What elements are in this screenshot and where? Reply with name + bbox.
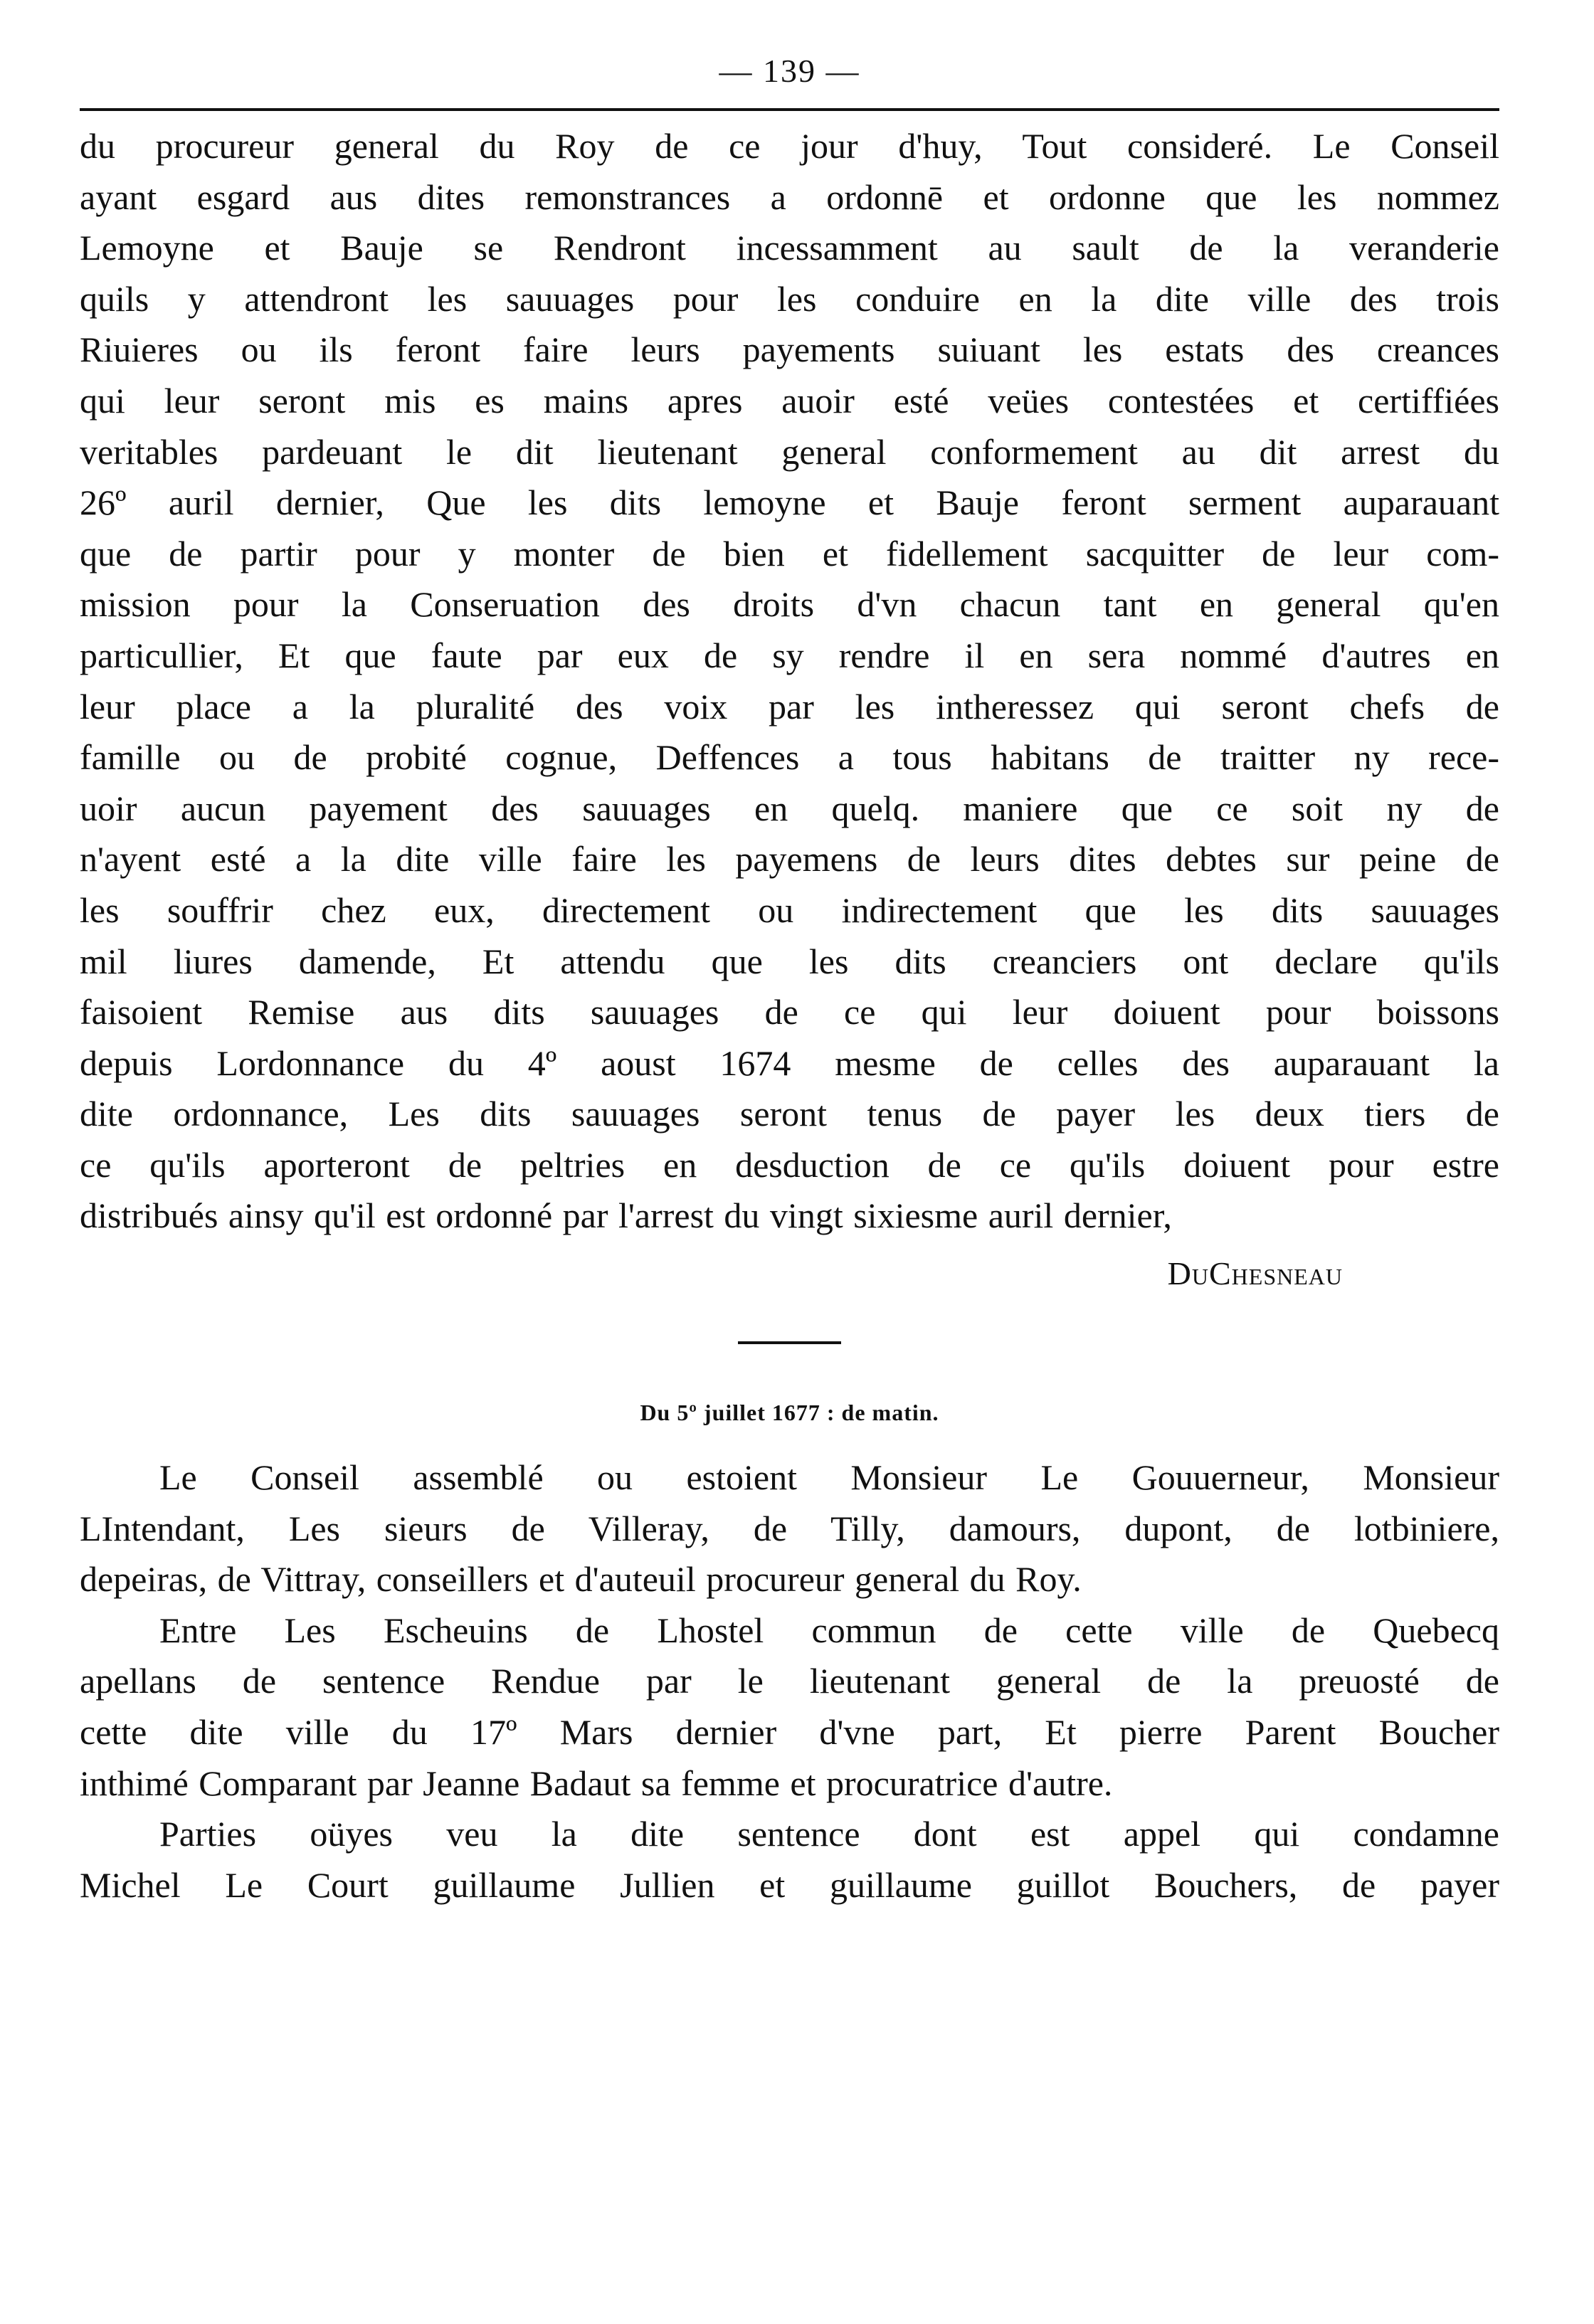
document-page [80, 43, 1499, 2305]
text-line: Entre Les Escheuins de Lhostel commun de cette ville de Quebecq [159, 1610, 1499, 1650]
text-line: mil liures damende, Et attendu que les dits creanciers ont declare qu'ils [80, 941, 1499, 981]
text-line: 26º auril dernier, Que les dits lemoyne et Bauje feront serment auparauant [80, 482, 1499, 523]
text-line: dite ordonnance, Les dits sauuages seront tenus de payer les deux tiers de [80, 1094, 1499, 1134]
text-line: uoir aucun payement des sauuages en quelq. maniere que ce soit ny de [80, 788, 1499, 828]
text-line: famille ou de probité cognue, Deffences a tous habitans de traitter ny rece- [80, 737, 1499, 778]
text-line: cette dite ville du 17º Mars dernier d'vne part, Et pierre Parent Boucher [80, 1712, 1499, 1753]
signature-duchesneau: DuChesneau [1167, 1255, 1343, 1292]
text-line: depeiras, de Vittray, conseillers et d'auteuil procureur general du Roy. [80, 1559, 1082, 1600]
page-number: — 139 — [719, 53, 860, 89]
text-line: Le Conseil assemblé ou estoient Monsieur Le Gouuerneur, Monsieur [159, 1457, 1499, 1498]
text-line: veritables pardeuant le dit lieutenant general conformement au dit arrest du [80, 431, 1499, 472]
text-line: n'ayent esté a la dite ville faire les payemens de leurs dites debtes sur peine de [80, 839, 1499, 880]
text-line: ce qu'ils aporteront de peltries en desduction de ce qu'ils doiuent pour estre [80, 1144, 1499, 1185]
text-line: distribués ainsy qu'il est ordonné par l'arrest du vingt sixiesme auril dernier, [80, 1195, 1172, 1236]
text-line: leur place a la pluralité des voix par les intheressez qui seront chefs de [80, 686, 1499, 727]
text-line: Riuieres ou ils feront faire leurs payements suiuant les estats des creances [80, 329, 1499, 370]
text-line: particullier, Et que faute par eux de sy rendre il en sera nommé d'autres en [80, 635, 1499, 675]
text-line: quils y attendront les sauuages pour les conduire en la dite ville des trois [80, 278, 1499, 319]
text-line: qui leur seront mis es mains apres auoir esté veües contestées et certiffiées [80, 380, 1499, 421]
text-line: apellans de sentence Rendue par le lieutenant general de la preuosté de [80, 1661, 1499, 1701]
text-line: depuis Lordonnance du 4º aoust 1674 mesme de celles des auparauant la [80, 1042, 1499, 1083]
text-line: faisoient Remise aus dits sauuages de ce qui leur doiuent pour boissons [80, 992, 1499, 1032]
text-line: les souffrir chez eux, directement ou indirectement que les dits sauuages [80, 889, 1499, 930]
text-line: inthimé Comparant par Jeanne Badaut sa femme et procuratrice d'autre. [80, 1763, 1113, 1803]
text-line: Parties oüyes veu la dite sentence dont est appel qui condamne [159, 1814, 1499, 1854]
text-line: Michel Le Court guillaume Jullien et guillaume guillot Bouchers, de payer [80, 1864, 1499, 1905]
text-line: du procureur general du Roy de ce jour d'huy, Tout consideré. Le Conseil [80, 126, 1499, 166]
header-rule [80, 108, 1499, 111]
text-line: mission pour la Conseruation des droits d'vn chacun tant en general qu'en [80, 584, 1499, 625]
section-divider [738, 1341, 841, 1344]
text-line: ayant esgard aus dites remonstrances a ordonnē et ordonne que les nommez [80, 176, 1499, 217]
section-heading: Du 5º juillet 1677 : de matin. [640, 1400, 939, 1426]
text-line: LIntendant, Les sieurs de Villeray, de Tilly, damours, dupont, de lotbiniere, [80, 1508, 1499, 1548]
text-line: que de partir pour y monter de bien et fidellement sacquitter de leur com- [80, 533, 1499, 574]
first-entry-text [80, 121, 1499, 1242]
paragraph-entre-les-escheuins [80, 1605, 1499, 1809]
paragraph-council-assembled [80, 1452, 1499, 1605]
text-line: Lemoyne et Bauje se Rendront incessamment au sault de la veranderie [80, 228, 1499, 268]
paragraph-parties-ouyes [80, 1809, 1499, 1911]
